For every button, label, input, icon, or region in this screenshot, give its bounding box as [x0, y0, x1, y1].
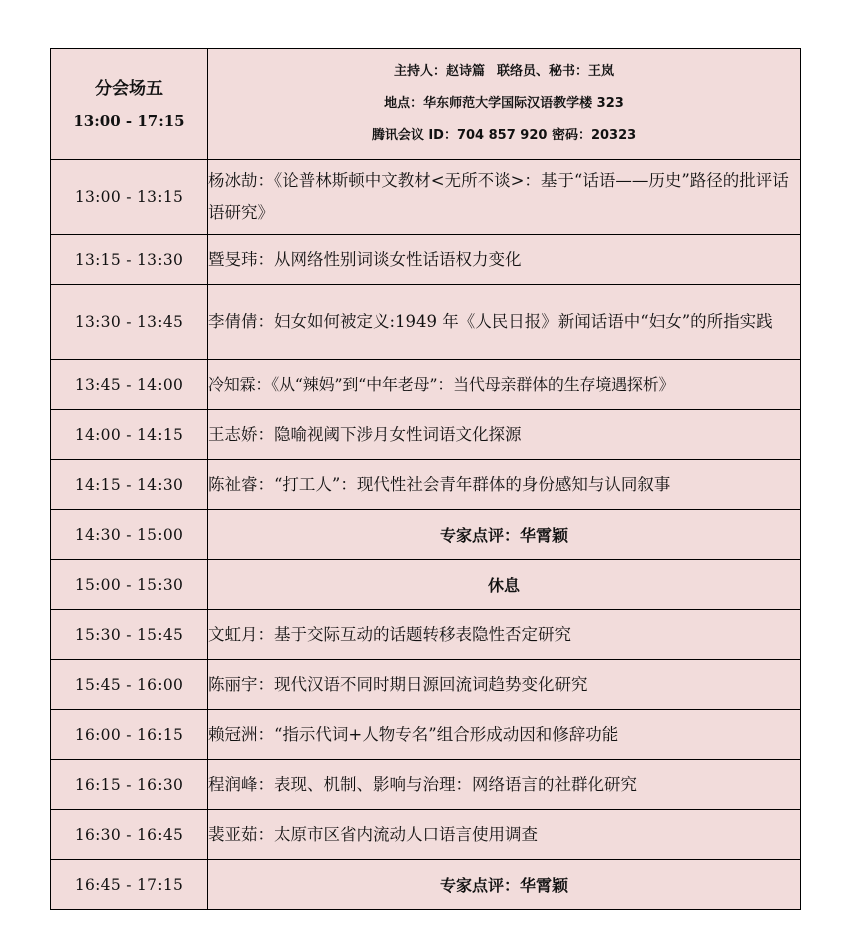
table-row — [51, 460, 801, 510]
meeting-info: 腾讯会议 ID：704 857 920 密码：20323 — [371, 128, 637, 143]
table-row — [51, 235, 801, 285]
table-row — [51, 660, 801, 710]
table-row — [51, 760, 801, 810]
row-talk: 陈祉睿：“打工人”：现代性社会青年群体的身份感知与认同叙事 — [208, 460, 801, 510]
row-time: 16:00 - 16:15 — [51, 710, 208, 760]
row-time: 15:00 - 15:30 — [51, 560, 208, 610]
venue-label: 地点：华东师范大学国际汉语教学楼 323 — [384, 96, 624, 111]
row-talk: 赖冠洲：“指示代词+人物专名”组合形成动因和修辞功能 — [208, 710, 801, 760]
table-row — [51, 710, 801, 760]
session-header-row — [51, 49, 801, 160]
row-talk: 冷知霖：《从“辣妈”到“中年老母”：当代母亲群体的生存境遇探析》 — [208, 360, 801, 410]
table-row — [51, 560, 801, 610]
host-label: 主持人：赵诗篇 — [393, 64, 485, 79]
table-row — [51, 410, 801, 460]
session-name: 分会场五 — [95, 79, 163, 99]
table-row — [51, 510, 801, 560]
row-time: 13:30 - 13:45 — [51, 285, 208, 360]
break-label: 休息 — [208, 560, 801, 610]
table-row — [51, 810, 801, 860]
row-talk: 李倩倩：妇女如何被定义:1949 年《人民日报》新闻话语中“妇女”的所指实践 — [208, 285, 801, 360]
row-talk: 暨旻玮：从网络性别词谈女性话语权力变化 — [208, 235, 801, 285]
row-time: 14:15 - 14:30 — [51, 460, 208, 510]
row-time: 15:30 - 15:45 — [51, 610, 208, 660]
row-time: 13:15 - 13:30 — [51, 235, 208, 285]
row-time: 16:30 - 16:45 — [51, 810, 208, 860]
table-row — [51, 360, 801, 410]
session-title-cell — [51, 49, 208, 160]
row-talk: 程润峰：表现、机制、影响与治理：网络语言的社群化研究 — [208, 760, 801, 810]
row-time: 15:45 - 16:00 — [51, 660, 208, 710]
row-time: 16:45 - 17:15 — [51, 860, 208, 910]
row-talk: 裴亚茹：太原市区省内流动人口语言使用调查 — [208, 810, 801, 860]
session-time-range: 13:00 - 17:15 — [73, 112, 185, 130]
row-time: 16:15 - 16:30 — [51, 760, 208, 810]
table-row — [51, 610, 801, 660]
row-time: 13:45 - 14:00 — [51, 360, 208, 410]
table-row — [51, 860, 801, 910]
session-info-cell — [208, 49, 801, 160]
row-talk: 文虹月：基于交际互动的话题转移表隐性否定研究 — [208, 610, 801, 660]
table-row — [51, 285, 801, 360]
contact-label: 联络员、秘书：王岚 — [497, 64, 615, 79]
expert-review-label: 专家点评：华霄颖 — [208, 860, 801, 910]
row-talk: 陈丽宇：现代汉语不同时期日源回流词趋势变化研究 — [208, 660, 801, 710]
session-schedule-table — [50, 48, 801, 910]
row-time: 13:00 - 13:15 — [51, 160, 208, 235]
row-time: 14:30 - 15:00 — [51, 510, 208, 560]
row-talk: 王志娇：隐喻视阈下涉月女性词语文化探源 — [208, 410, 801, 460]
row-time: 14:00 - 14:15 — [51, 410, 208, 460]
table-row — [51, 160, 801, 235]
expert-review-label: 专家点评：华霄颖 — [208, 510, 801, 560]
row-talk: 杨冰劼：《论普林斯顿中文教材<无所不谈>：基于“话语——历史”路径的批评话语研究》 — [208, 160, 801, 235]
